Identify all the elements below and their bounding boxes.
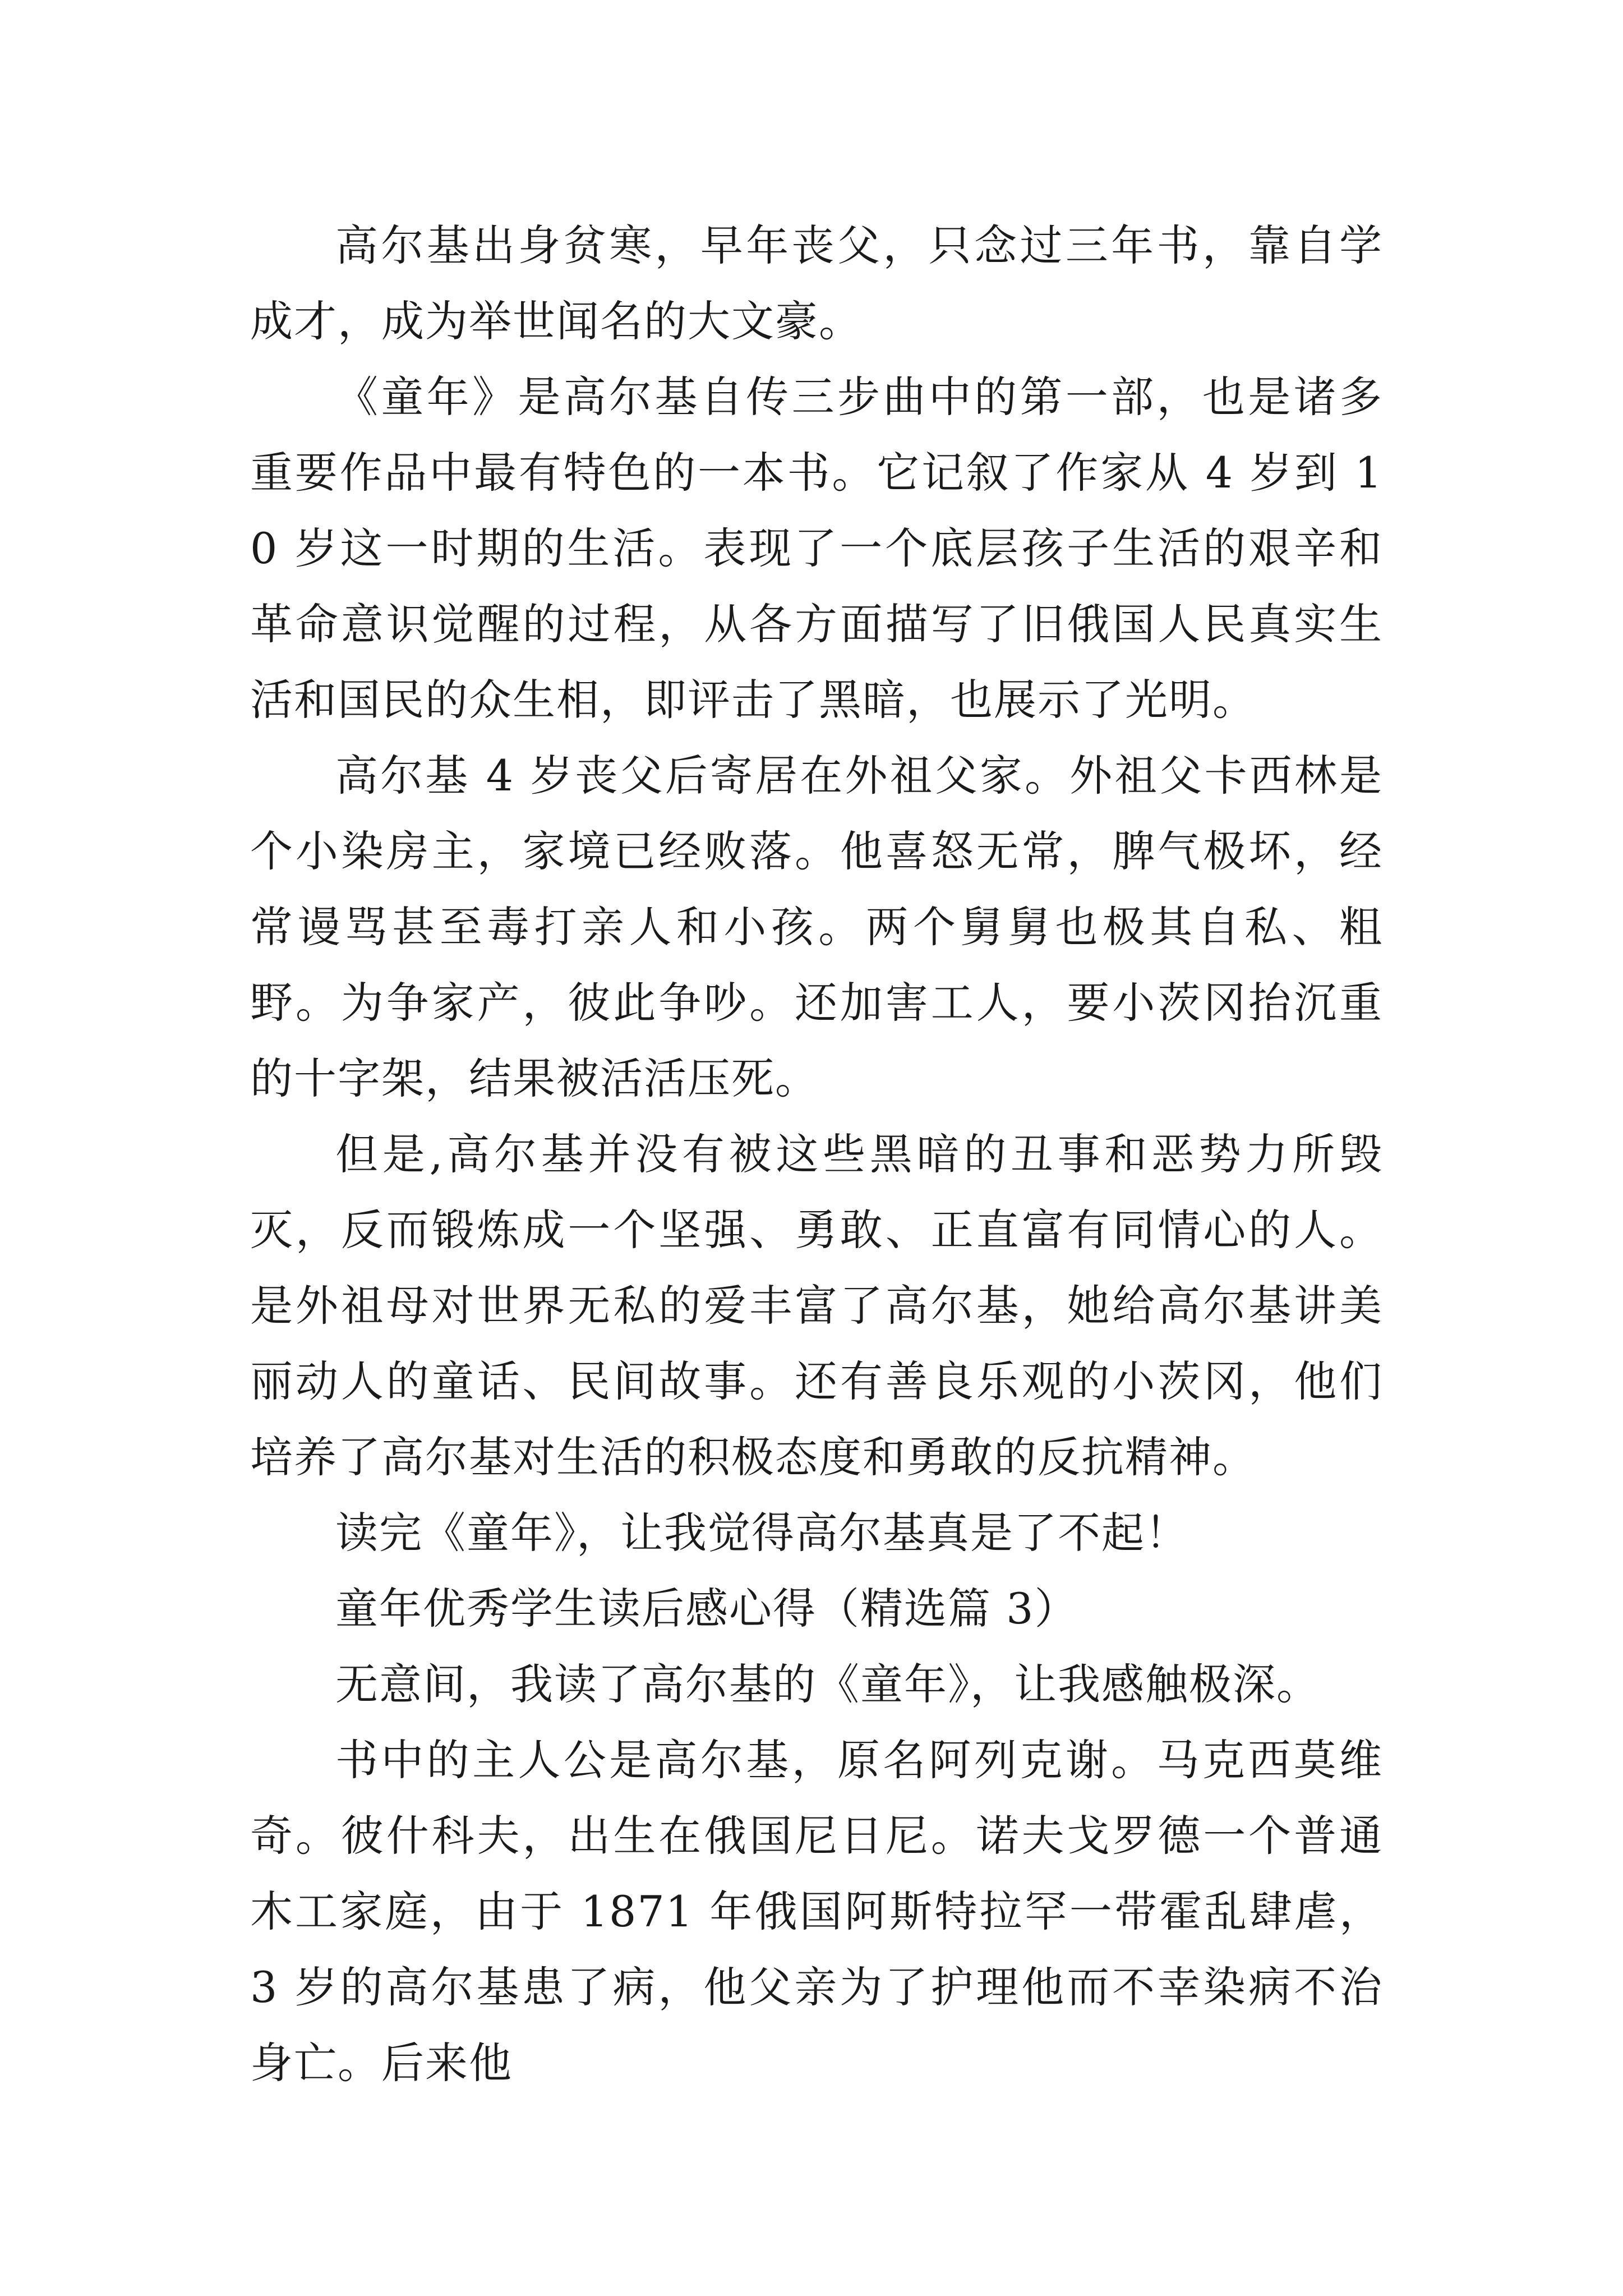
document-body <box>250 208 1383 2101</box>
paragraph-1: 高尔基出身贫寒，早年丧父，只念过三年书，靠自学成才，成为举世闻名的大文豪。 <box>250 220 1383 346</box>
paragraph-5: 读完《童年》，让我觉得高尔基真是了不起！ <box>335 1508 1189 1558</box>
paragraph-2: 《童年》是高尔基自传三步曲中的第一部，也是诸多重要作品中最有特色的一本书。它记叙了作家从 4 岁到 10 岁这一时期的生活。表现了一个底层孩子生活的艰辛和革命意识觉醒的过程，从各方面描写了旧俄国人民真实生活和国民的众生相，即评击了黑暗，也展示了光明。 <box>250 372 1383 725</box>
paragraph-3: 高尔基 4 岁丧父后寄居在外祖父家。外祖父卡西林是个小染房主，家境已经败落。他喜怒无常，脾气极坏，经常谩骂甚至毒打亲人和小孩。两个舅舅也极其自私、粗野。为争家产，彼此争吵。还加害工人，要小茨冈抬沉重的十字架，结果被活活压死。 <box>250 751 1383 1103</box>
paragraph-4: 但是,高尔基并没有被这些黑暗的丑事和恶势力所毁灭，反而锻炼成一个坚强、勇敢、正直富有同情心的人。是外祖母对世界无私的爱丰富了高尔基，她给高尔基讲美丽动人的童话、民间故事。还有善良乐观的小茨冈，他们培养了高尔基对生活的积极态度和勇敢的反抗精神。 <box>250 1129 1383 1482</box>
paragraph-6: 无意间，我读了高尔基的《童年》，让我感触极深。 <box>335 1659 1320 1709</box>
section-heading: 童年优秀学生读后感心得（精选篇 3） <box>335 1584 1078 1634</box>
paragraph-7: 书中的主人公是高尔基，原名阿列克谢。马克西莫维奇。彼什科夫，出生在俄国尼日尼。诺夫戈罗德一个普通木工家庭，由于 1871 年俄国阿斯特拉罕一带霍乱肆虐，3 岁的高尔基患了病，他父亲为了护理他而不幸染病不治身亡。后来他 <box>250 1735 1383 2088</box>
